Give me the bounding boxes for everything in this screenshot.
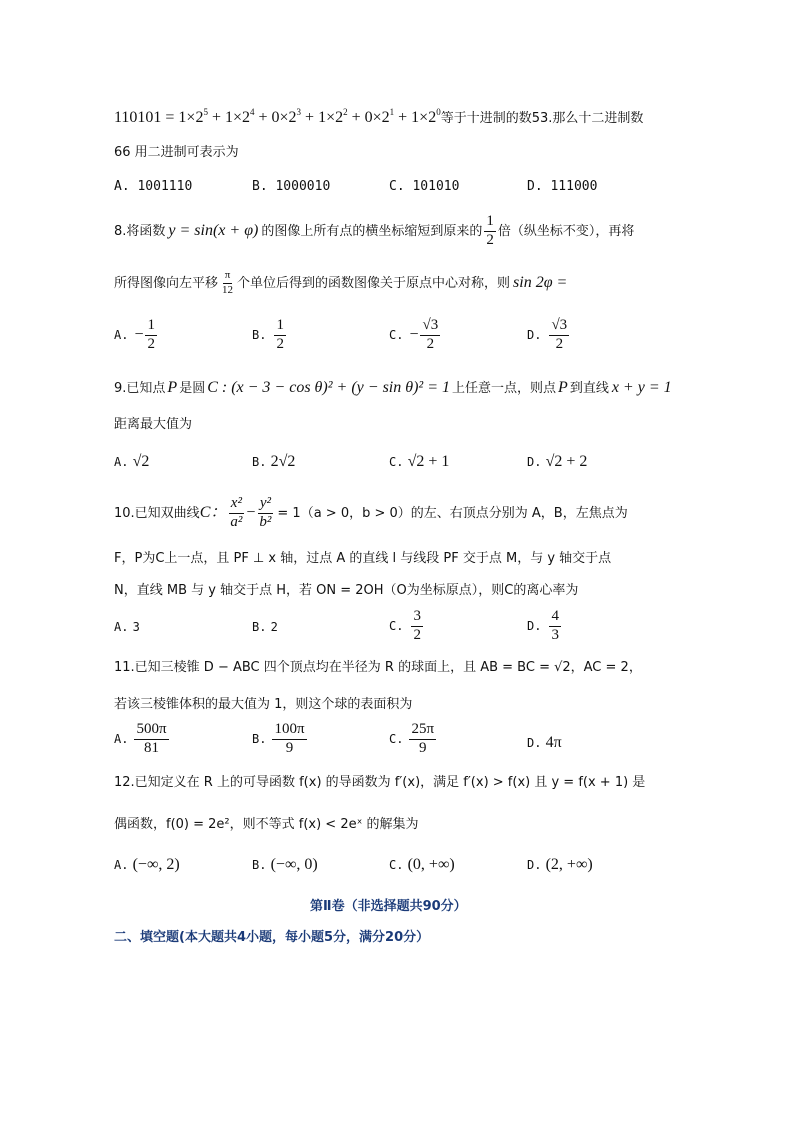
q10-option-a: A. 3 [114,620,140,634]
q10-option-b: B. 2 [252,620,278,634]
q10-minus: − [246,504,256,522]
q10-line1 [114,496,628,531]
q10-prefix: 10.已知双曲线 [114,505,200,521]
q10-x-fraction: $\frac{\text{x²}}{\text{a²}}$ [230,495,243,530]
q11-option-c: C. $\frac{25\pi}{9}$ [389,721,435,756]
q9-mid: 是圆 [179,380,206,396]
q12-line1: 12.已知定义在 R 上的可导函数 f(x) 的导函数为 f′(x)，满足 f′(x) > f(x) 且 y = f(x + 1) 是 [114,775,646,790]
q11-option-b: B. $\frac{100\pi}{9}$ [252,721,305,756]
q8-line2-c: sin 2φ = [513,274,568,292]
q7-binary-expansion: $110101 = 1\times 2^5 + 1\times 2^4 + 0\times 2^3 + 1\times 2^2 + 0\times 2^1 + 1\times 2^0$ [114,107,441,126]
q7-text-after: 等于十进制的数53.那么十二进制数 [440,111,644,126]
q8-prefix: 8.将函数 [114,223,166,239]
q10-option-c: C. $\frac{3}{2}$ [389,608,421,643]
q7-option-b: B. 1000010 [252,179,331,194]
q7-option-c: C. 101010 [389,179,460,194]
section-title: 第Ⅱ卷（非选择题共90分） [310,899,467,914]
q7-option-a: A. 1001110 [114,179,193,194]
q8-option-b: B. $\frac{1}{2}$ [252,317,284,352]
q10-eq: = 1（a > 0，b > 0）的左、右顶点分别为 A，B，左焦点为 [277,505,628,521]
q11-option-d: D. 4π [527,734,562,751]
q9-option-b: B. 2√2 [252,453,296,470]
section2-heading: 二、填空题(本大题共4小题，每小题5分，满分20分） [114,930,430,945]
q10-line3: N，直线 MB 与 y 轴交于点 H，若 ON = 2OH（O为坐标原点），则C的离心率为 [114,583,579,598]
q12-option-c: C. (0, +∞) [389,856,455,873]
q8-mid: 的图像上所有点的横坐标缩短到原来的 [261,223,483,239]
q8-line2 [114,270,567,296]
q8-scale-fraction: $\frac{1}{2}$ [486,213,494,248]
q8-line1 [114,214,634,249]
q7-option-d: D. 111000 [527,179,598,194]
q8-shift-fraction: $\frac{\pi}{12}$ [222,269,234,296]
q10-option-d: D. $\frac{4}{3}$ [527,608,559,643]
q8-line2-a: 所得图像向左平移 [114,275,219,291]
q12-option-b: B. (−∞, 0) [252,856,318,873]
q11-line2: 若该三棱锥体积的最大值为 1，则这个球的表面积为 [114,697,413,712]
q11-line1: 11.已知三棱锥 D − ABC 四个顶点均在半径为 R 的球面上，且 AB = BC = √2，AC = 2， [114,660,642,675]
q8-line2-b: 个单位后得到的函数图像关于原点中心对称，则 [237,275,511,291]
q9-line1 [114,380,672,396]
q9-mid2: 上任意一点，则点 [452,380,557,396]
q9-point: P [167,379,178,396]
q9-line-equation: x + y = 1 [611,379,672,396]
q12-option-a: A. (−∞, 2) [114,856,180,873]
q9-option-a: A. √2 [114,453,150,470]
q8-option-c: C. − $\frac{√3}{2}$ [389,317,439,352]
q10-curve-name: C： [199,504,227,522]
q7-line1 [114,107,644,126]
q8-option-d: D. $\frac{√3}{2}$ [527,317,568,352]
q8-function: y = sin(x + φ) [168,222,259,240]
q9-option-d: D. √2 + 2 [527,453,588,470]
q9-point2: P [558,379,568,396]
q8-suffix: 倍（纵坐标不变），再将 [497,223,635,239]
q10-y-fraction: $\frac{\text{y²}}{\text{b²}}$ [259,495,272,530]
q9-mid3: 到直线 [569,380,609,396]
q12-option-d: D. (2, +∞) [527,856,593,873]
q9-prefix: 9.已知点 [114,380,166,396]
q9-circle: C : (x − 3 − cos θ)² + (y − sin θ)² = 1 [207,379,451,396]
q9-line2: 距离最大值为 [114,417,193,432]
q10-line2: F，P为C上一点，且 PF ⊥ x 轴，过点 A 的直线 l 与线段 PF 交于点 M，与 y 轴交于点 [114,551,612,566]
q8-option-a: A. − $\frac{1}{2}$ [114,317,155,352]
q11-option-a: A. $\frac{500\pi}{81}$ [114,721,167,756]
q7-line2: 66 用二进制可表示为 [114,145,239,160]
q9-option-c: C. √2 + 1 [389,453,450,470]
q12-line2: 偶函数，f(0) = 2e²，则不等式 f(x) < 2eˣ 的解集为 [114,817,419,832]
